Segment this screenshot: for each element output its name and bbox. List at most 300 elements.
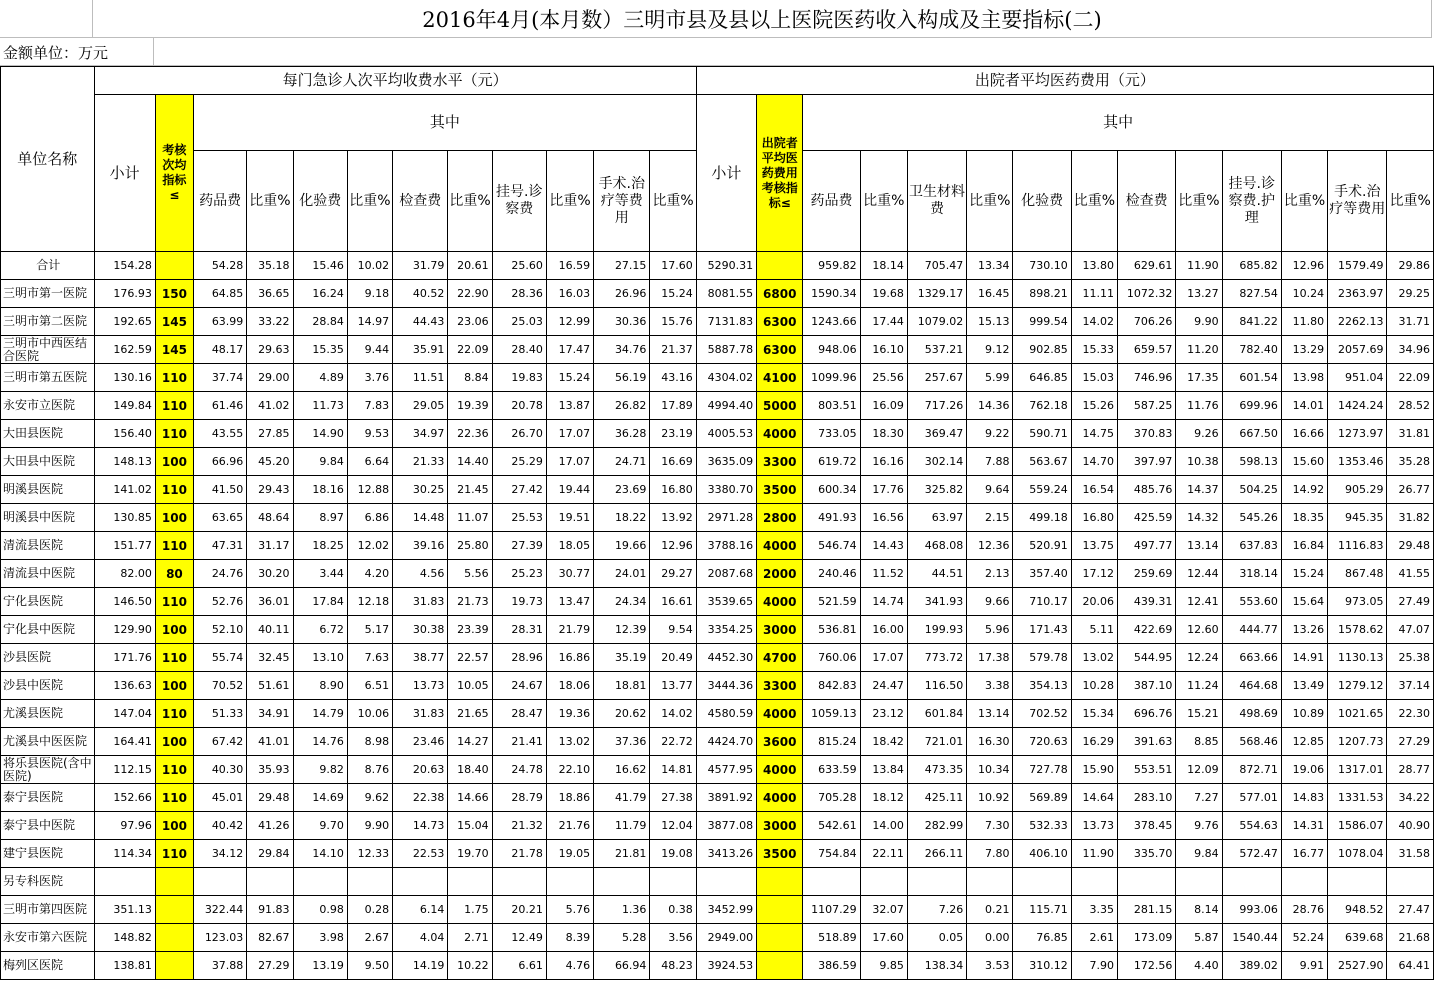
unit-name-cell[interactable]: 永安市立医院	[1, 392, 95, 420]
unit-name-cell[interactable]: 大田县医院	[1, 420, 95, 448]
outpatient-value-cell[interactable]: 9.70	[293, 812, 347, 840]
outpatient-value-cell[interactable]: 19.73	[492, 588, 546, 616]
inpatient-target-cell[interactable]: 2800	[757, 504, 803, 532]
inpatient-value-cell[interactable]: 699.96	[1222, 392, 1281, 420]
outpatient-subtotal-cell[interactable]: 149.84	[94, 392, 155, 420]
inpatient-target-cell[interactable]: 4000	[757, 784, 803, 812]
outpatient-subtotal-cell[interactable]: 176.93	[94, 280, 155, 308]
inpatient-value-cell[interactable]: 14.91	[1281, 644, 1327, 672]
inpatient-value-cell[interactable]: 600.34	[803, 476, 860, 504]
inpatient-subtotal-cell[interactable]: 4452.30	[696, 644, 756, 672]
outpatient-value-cell[interactable]: 13.10	[293, 644, 347, 672]
outpatient-value-cell[interactable]: 52.76	[194, 588, 247, 616]
outpatient-value-cell[interactable]: 16.62	[594, 756, 650, 784]
inpatient-value-cell[interactable]: 1207.73	[1328, 728, 1387, 756]
outpatient-value-cell[interactable]: 41.26	[247, 812, 293, 840]
unit-name-cell[interactable]: 三明市第四医院	[1, 896, 95, 924]
inpatient-value-cell[interactable]: 842.83	[803, 672, 860, 700]
outpatient-value-cell[interactable]: 6.51	[347, 672, 392, 700]
outpatient-value-cell[interactable]: 9.53	[347, 420, 392, 448]
inpatient-value-cell[interactable]	[1222, 868, 1281, 896]
outpatient-value-cell[interactable]: 18.86	[546, 784, 593, 812]
inpatient-value-cell[interactable]: 28.52	[1387, 392, 1434, 420]
inpatient-value-cell[interactable]: 1329.17	[907, 280, 966, 308]
inpatient-subtotal-cell[interactable]: 2971.28	[696, 504, 756, 532]
outpatient-value-cell[interactable]: 48.23	[650, 952, 696, 980]
outpatient-subtotal-cell[interactable]: 146.50	[94, 588, 155, 616]
outpatient-value-cell[interactable]	[594, 868, 650, 896]
inpatient-value-cell[interactable]: 20.06	[1071, 588, 1117, 616]
outpatient-value-cell[interactable]	[448, 868, 492, 896]
inpatient-value-cell[interactable]: 945.35	[1328, 504, 1387, 532]
outpatient-subtotal-cell[interactable]: 164.41	[94, 728, 155, 756]
outpatient-subtotal-cell[interactable]: 156.40	[94, 420, 155, 448]
inpatient-value-cell[interactable]: 0.05	[907, 924, 966, 952]
inpatient-subtotal-cell[interactable]: 5290.31	[696, 252, 756, 280]
outpatient-value-cell[interactable]: 23.69	[594, 476, 650, 504]
inpatient-value-cell[interactable]: 497.77	[1118, 532, 1176, 560]
inpatient-target-cell[interactable]: 6300	[757, 308, 803, 336]
outpatient-value-cell[interactable]: 12.33	[347, 840, 392, 868]
inpatient-value-cell[interactable]: 15.60	[1281, 448, 1327, 476]
inpatient-value-cell[interactable]: 11.24	[1176, 672, 1222, 700]
outpatient-value-cell[interactable]: 19.44	[546, 476, 593, 504]
outpatient-value-cell[interactable]: 3.76	[347, 364, 392, 392]
outpatient-value-cell[interactable]: 35.19	[594, 644, 650, 672]
outpatient-value-cell[interactable]: 30.36	[594, 308, 650, 336]
outpatient-value-cell[interactable]: 8.39	[546, 924, 593, 952]
inpatient-value-cell[interactable]: 702.52	[1013, 700, 1071, 728]
title-left-cell[interactable]	[0, 0, 93, 38]
unit-name-cell[interactable]: 大田县中医院	[1, 448, 95, 476]
inpatient-value-cell[interactable]: 5.99	[967, 364, 1013, 392]
outpatient-target-cell[interactable]: 110	[155, 840, 193, 868]
outpatient-value-cell[interactable]: 22.38	[393, 784, 448, 812]
unit-name-cell[interactable]: 清流县医院	[1, 532, 95, 560]
inpatient-value-cell[interactable]: 696.76	[1118, 700, 1176, 728]
inpatient-value-cell[interactable]: 34.96	[1387, 336, 1434, 364]
outpatient-value-cell[interactable]: 27.38	[650, 784, 696, 812]
outpatient-value-cell[interactable]: 1.36	[594, 896, 650, 924]
inpatient-value-cell[interactable]	[1281, 868, 1327, 896]
unit-name-cell[interactable]: 合计	[1, 252, 95, 280]
inpatient-value-cell[interactable]: 25.38	[1387, 644, 1434, 672]
inpatient-value-cell[interactable]: 803.51	[803, 392, 860, 420]
unit-name-cell[interactable]: 将乐县医院(含中医院)	[1, 756, 95, 784]
outpatient-value-cell[interactable]: 44.43	[393, 308, 448, 336]
inpatient-value-cell[interactable]: 762.18	[1013, 392, 1071, 420]
inpatient-value-cell[interactable]: 16.54	[1071, 476, 1117, 504]
outpatient-value-cell[interactable]: 27.85	[247, 420, 293, 448]
inpatient-value-cell[interactable]: 5.87	[1176, 924, 1222, 952]
inpatient-value-cell[interactable]: 422.69	[1118, 616, 1176, 644]
inpatient-subtotal-cell[interactable]: 4577.95	[696, 756, 756, 784]
outpatient-value-cell[interactable]: 20.49	[650, 644, 696, 672]
inpatient-value-cell[interactable]: 13.29	[1281, 336, 1327, 364]
outpatient-subtotal-cell[interactable]: 148.82	[94, 924, 155, 952]
inpatient-value-cell[interactable]: 717.26	[907, 392, 966, 420]
inpatient-value-cell[interactable]: 14.43	[860, 532, 907, 560]
inpatient-value-cell[interactable]: 8.14	[1176, 896, 1222, 924]
inpatient-value-cell[interactable]: 29.86	[1387, 252, 1434, 280]
inpatient-subtotal-cell[interactable]: 3877.08	[696, 812, 756, 840]
inpatient-value-cell[interactable]: 13.26	[1281, 616, 1327, 644]
inpatient-value-cell[interactable]: 9.90	[1176, 308, 1222, 336]
inpatient-value-cell[interactable]: 14.70	[1071, 448, 1117, 476]
unit-name-cell[interactable]: 三明市第五医院	[1, 364, 95, 392]
outpatient-value-cell[interactable]: 48.64	[247, 504, 293, 532]
outpatient-value-cell[interactable]: 29.05	[393, 392, 448, 420]
outpatient-subtotal-cell[interactable]: 154.28	[94, 252, 155, 280]
unit-name-cell[interactable]: 永安市第六医院	[1, 924, 95, 952]
outpatient-target-cell[interactable]: 100	[155, 812, 193, 840]
outpatient-value-cell[interactable]: 26.96	[594, 280, 650, 308]
inpatient-value-cell[interactable]: 16.66	[1281, 420, 1327, 448]
unit-name-cell[interactable]: 泰宁县中医院	[1, 812, 95, 840]
outpatient-value-cell[interactable]: 14.27	[448, 728, 492, 756]
inpatient-value-cell[interactable]: 545.26	[1222, 504, 1281, 532]
inpatient-value-cell[interactable]: 18.30	[860, 420, 907, 448]
outpatient-value-cell[interactable]: 5.17	[347, 616, 392, 644]
inpatient-value-cell[interactable]: 18.42	[860, 728, 907, 756]
outpatient-value-cell[interactable]: 35.18	[247, 252, 293, 280]
inpatient-value-cell[interactable]: 754.84	[803, 840, 860, 868]
inpatient-value-cell[interactable]	[1387, 868, 1434, 896]
outpatient-value-cell[interactable]: 25.60	[492, 252, 546, 280]
inpatient-value-cell[interactable]: 16.09	[860, 392, 907, 420]
inpatient-value-cell[interactable]: 7.30	[967, 812, 1013, 840]
outpatient-value-cell[interactable]: 20.78	[492, 392, 546, 420]
outpatient-value-cell[interactable]: 30.38	[393, 616, 448, 644]
outpatient-value-cell[interactable]: 29.84	[247, 840, 293, 868]
inpatient-value-cell[interactable]: 733.05	[803, 420, 860, 448]
inpatient-value-cell[interactable]: 1578.62	[1328, 616, 1387, 644]
inpatient-value-cell[interactable]: 171.43	[1013, 616, 1071, 644]
inpatient-value-cell[interactable]: 601.84	[907, 700, 966, 728]
outpatient-value-cell[interactable]: 64.85	[194, 280, 247, 308]
outpatient-value-cell[interactable]: 33.22	[247, 308, 293, 336]
outpatient-value-cell[interactable]: 12.99	[546, 308, 593, 336]
outpatient-value-cell[interactable]: 29.00	[247, 364, 293, 392]
outpatient-value-cell[interactable]: 14.97	[347, 308, 392, 336]
outpatient-target-cell[interactable]: 150	[155, 280, 193, 308]
inpatient-value-cell[interactable]: 973.05	[1328, 588, 1387, 616]
inpatient-value-cell[interactable]: 11.20	[1176, 336, 1222, 364]
outpatient-value-cell[interactable]: 23.06	[448, 308, 492, 336]
inpatient-target-cell[interactable]: 4000	[757, 588, 803, 616]
inpatient-value-cell[interactable]: 1579.49	[1328, 252, 1387, 280]
outpatient-value-cell[interactable]: 8.76	[347, 756, 392, 784]
inpatient-value-cell[interactable]: 13.84	[860, 756, 907, 784]
inpatient-value-cell[interactable]: 572.47	[1222, 840, 1281, 868]
inpatient-value-cell[interactable]: 553.51	[1118, 756, 1176, 784]
outpatient-value-cell[interactable]: 34.91	[247, 700, 293, 728]
inpatient-value-cell[interactable]: 15.64	[1281, 588, 1327, 616]
inpatient-value-cell[interactable]	[803, 868, 860, 896]
outpatient-value-cell[interactable]: 28.96	[492, 644, 546, 672]
outpatient-value-cell[interactable]: 29.63	[247, 336, 293, 364]
inpatient-value-cell[interactable]: 639.68	[1328, 924, 1387, 952]
outpatient-value-cell[interactable]: 30.77	[546, 560, 593, 588]
inpatient-value-cell[interactable]: 9.22	[967, 420, 1013, 448]
outpatient-value-cell[interactable]: 5.28	[594, 924, 650, 952]
inpatient-value-cell[interactable]: 773.72	[907, 644, 966, 672]
inpatient-value-cell[interactable]: 370.83	[1118, 420, 1176, 448]
inpatient-value-cell[interactable]: 10.38	[1176, 448, 1222, 476]
inpatient-target-cell[interactable]: 3300	[757, 672, 803, 700]
outpatient-value-cell[interactable]: 12.96	[650, 532, 696, 560]
outpatient-target-cell[interactable]: 110	[155, 784, 193, 812]
inpatient-value-cell[interactable]: 37.14	[1387, 672, 1434, 700]
inpatient-value-cell[interactable]: 21.68	[1387, 924, 1434, 952]
inpatient-value-cell[interactable]: 76.85	[1013, 924, 1071, 952]
inpatient-value-cell[interactable]: 546.74	[803, 532, 860, 560]
inpatient-value-cell[interactable]: 15.03	[1071, 364, 1117, 392]
outpatient-value-cell[interactable]: 123.03	[194, 924, 247, 952]
outpatient-value-cell[interactable]: 14.90	[293, 420, 347, 448]
inpatient-value-cell[interactable]: 425.11	[907, 784, 966, 812]
outpatient-value-cell[interactable]: 13.92	[650, 504, 696, 532]
outpatient-subtotal-cell[interactable]: 138.81	[94, 952, 155, 980]
outpatient-value-cell[interactable]: 21.79	[546, 616, 593, 644]
inpatient-value-cell[interactable]: 11.76	[1176, 392, 1222, 420]
inpatient-value-cell[interactable]: 23.12	[860, 700, 907, 728]
inpatient-value-cell[interactable]: 1353.46	[1328, 448, 1387, 476]
inpatient-value-cell[interactable]	[1071, 868, 1117, 896]
outpatient-value-cell[interactable]: 16.86	[546, 644, 593, 672]
inpatient-value-cell[interactable]: 1072.32	[1118, 280, 1176, 308]
inpatient-value-cell[interactable]: 25.56	[860, 364, 907, 392]
outpatient-value-cell[interactable]: 20.62	[594, 700, 650, 728]
outpatient-value-cell[interactable]: 31.83	[393, 588, 448, 616]
inpatient-value-cell[interactable]: 537.21	[907, 336, 966, 364]
outpatient-value-cell[interactable]: 13.87	[546, 392, 593, 420]
outpatient-value-cell[interactable]: 8.90	[293, 672, 347, 700]
inpatient-value-cell[interactable]: 1279.12	[1328, 672, 1387, 700]
unit-name-cell[interactable]: 另专科医院	[1, 868, 95, 896]
inpatient-value-cell[interactable]: 13.02	[1071, 644, 1117, 672]
outpatient-value-cell[interactable]: 4.76	[546, 952, 593, 980]
outpatient-value-cell[interactable]: 5.56	[448, 560, 492, 588]
inpatient-value-cell[interactable]: 325.82	[907, 476, 966, 504]
inpatient-value-cell[interactable]: 7.80	[967, 840, 1013, 868]
inpatient-value-cell[interactable]: 34.22	[1387, 784, 1434, 812]
inpatient-value-cell[interactable]: 520.91	[1013, 532, 1071, 560]
inpatient-value-cell[interactable]: 2.61	[1071, 924, 1117, 952]
inpatient-value-cell[interactable]: 601.54	[1222, 364, 1281, 392]
inpatient-value-cell[interactable]: 391.63	[1118, 728, 1176, 756]
inpatient-value-cell[interactable]: 18.14	[860, 252, 907, 280]
outpatient-value-cell[interactable]: 2.67	[347, 924, 392, 952]
outpatient-value-cell[interactable]: 82.67	[247, 924, 293, 952]
outpatient-target-cell[interactable]: 110	[155, 644, 193, 672]
inpatient-subtotal-cell[interactable]: 3354.25	[696, 616, 756, 644]
inpatient-value-cell[interactable]: 760.06	[803, 644, 860, 672]
outpatient-value-cell[interactable]: 34.97	[393, 420, 448, 448]
inpatient-value-cell[interactable]: 15.26	[1071, 392, 1117, 420]
outpatient-value-cell[interactable]: 14.10	[293, 840, 347, 868]
outpatient-subtotal-cell[interactable]: 148.13	[94, 448, 155, 476]
outpatient-value-cell[interactable]: 56.19	[594, 364, 650, 392]
inpatient-subtotal-cell[interactable]: 7131.83	[696, 308, 756, 336]
inpatient-value-cell[interactable]: 13.98	[1281, 364, 1327, 392]
outpatient-value-cell[interactable]: 66.96	[194, 448, 247, 476]
outpatient-value-cell[interactable]: 20.21	[492, 896, 546, 924]
outpatient-value-cell[interactable]: 15.04	[448, 812, 492, 840]
outpatient-value-cell[interactable]: 18.06	[546, 672, 593, 700]
outpatient-subtotal-cell[interactable]: 136.63	[94, 672, 155, 700]
outpatient-value-cell[interactable]: 51.33	[194, 700, 247, 728]
inpatient-value-cell[interactable]: 2262.13	[1328, 308, 1387, 336]
inpatient-value-cell[interactable]: 12.60	[1176, 616, 1222, 644]
inpatient-target-cell[interactable]: 4000	[757, 700, 803, 728]
outpatient-value-cell[interactable]: 22.10	[546, 756, 593, 784]
outpatient-value-cell[interactable]: 34.12	[194, 840, 247, 868]
inpatient-subtotal-cell[interactable]: 4424.70	[696, 728, 756, 756]
outpatient-value-cell[interactable]: 63.65	[194, 504, 247, 532]
inpatient-value-cell[interactable]: 12.24	[1176, 644, 1222, 672]
outpatient-value-cell[interactable]: 21.32	[492, 812, 546, 840]
inpatient-value-cell[interactable]: 283.10	[1118, 784, 1176, 812]
outpatient-subtotal-cell[interactable]: 162.59	[94, 336, 155, 364]
outpatient-value-cell[interactable]: 41.02	[247, 392, 293, 420]
inpatient-value-cell[interactable]: 4.40	[1176, 952, 1222, 980]
outpatient-value-cell[interactable]: 20.61	[448, 252, 492, 280]
outpatient-value-cell[interactable]: 9.62	[347, 784, 392, 812]
unit-name-cell[interactable]: 明溪县医院	[1, 476, 95, 504]
inpatient-target-cell[interactable]: 3300	[757, 448, 803, 476]
inpatient-value-cell[interactable]: 1116.83	[1328, 532, 1387, 560]
outpatient-value-cell[interactable]: 12.39	[594, 616, 650, 644]
outpatient-value-cell[interactable]: 21.73	[448, 588, 492, 616]
outpatient-value-cell[interactable]: 22.57	[448, 644, 492, 672]
outpatient-value-cell[interactable]: 41.50	[194, 476, 247, 504]
outpatient-value-cell[interactable]: 4.56	[393, 560, 448, 588]
outpatient-value-cell[interactable]: 24.01	[594, 560, 650, 588]
inpatient-value-cell[interactable]: 553.60	[1222, 588, 1281, 616]
inpatient-value-cell[interactable]: 17.38	[967, 644, 1013, 672]
inpatient-value-cell[interactable]: 12.44	[1176, 560, 1222, 588]
inpatient-value-cell[interactable]: 10.92	[967, 784, 1013, 812]
inpatient-value-cell[interactable]: 498.69	[1222, 700, 1281, 728]
outpatient-value-cell[interactable]: 22.72	[650, 728, 696, 756]
inpatient-value-cell[interactable]: 9.26	[1176, 420, 1222, 448]
outpatient-value-cell[interactable]: 10.22	[448, 952, 492, 980]
unit-name-cell[interactable]: 宁化县医院	[1, 588, 95, 616]
inpatient-value-cell[interactable]: 387.10	[1118, 672, 1176, 700]
outpatient-value-cell[interactable]: 67.42	[194, 728, 247, 756]
inpatient-value-cell[interactable]: 815.24	[803, 728, 860, 756]
outpatient-value-cell[interactable]: 9.50	[347, 952, 392, 980]
outpatient-value-cell[interactable]: 12.18	[347, 588, 392, 616]
inpatient-value-cell[interactable]: 16.84	[1281, 532, 1327, 560]
inpatient-value-cell[interactable]: 1078.04	[1328, 840, 1387, 868]
inpatient-value-cell[interactable]: 318.14	[1222, 560, 1281, 588]
inpatient-value-cell[interactable]: 31.81	[1387, 420, 1434, 448]
inpatient-value-cell[interactable]: 15.13	[967, 308, 1013, 336]
outpatient-target-cell[interactable]: 145	[155, 336, 193, 364]
inpatient-value-cell[interactable]: 116.50	[907, 672, 966, 700]
inpatient-value-cell[interactable]: 27.29	[1387, 728, 1434, 756]
outpatient-target-cell[interactable]: 110	[155, 532, 193, 560]
outpatient-subtotal-cell[interactable]: 141.02	[94, 476, 155, 504]
outpatient-value-cell[interactable]: 27.42	[492, 476, 546, 504]
inpatient-value-cell[interactable]: 1590.34	[803, 280, 860, 308]
inpatient-value-cell[interactable]: 32.07	[860, 896, 907, 924]
inpatient-value-cell[interactable]: 11.90	[1071, 840, 1117, 868]
inpatient-value-cell[interactable]: 15.34	[1071, 700, 1117, 728]
outpatient-value-cell[interactable]: 31.83	[393, 700, 448, 728]
inpatient-value-cell[interactable]	[860, 868, 907, 896]
outpatient-value-cell[interactable]: 14.48	[393, 504, 448, 532]
outpatient-value-cell[interactable]: 11.51	[393, 364, 448, 392]
outpatient-value-cell[interactable]: 28.79	[492, 784, 546, 812]
inpatient-value-cell[interactable]: 31.71	[1387, 308, 1434, 336]
inpatient-value-cell[interactable]: 386.59	[803, 952, 860, 980]
outpatient-value-cell[interactable]: 40.52	[393, 280, 448, 308]
inpatient-value-cell[interactable]: 590.71	[1013, 420, 1071, 448]
outpatient-value-cell[interactable]: 4.20	[347, 560, 392, 588]
outpatient-value-cell[interactable]: 28.40	[492, 336, 546, 364]
outpatient-value-cell[interactable]: 36.01	[247, 588, 293, 616]
inpatient-value-cell[interactable]: 827.54	[1222, 280, 1281, 308]
inpatient-value-cell[interactable]: 2527.90	[1328, 952, 1387, 980]
inpatient-value-cell[interactable]: 16.10	[860, 336, 907, 364]
unit-name-cell[interactable]: 三明市第一医院	[1, 280, 95, 308]
inpatient-value-cell[interactable]: 16.45	[967, 280, 1013, 308]
outpatient-value-cell[interactable]: 45.20	[247, 448, 293, 476]
outpatient-value-cell[interactable]: 9.54	[650, 616, 696, 644]
outpatient-value-cell[interactable]: 9.84	[293, 448, 347, 476]
outpatient-value-cell[interactable]: 14.66	[448, 784, 492, 812]
inpatient-value-cell[interactable]: 397.97	[1118, 448, 1176, 476]
inpatient-value-cell[interactable]: 259.69	[1118, 560, 1176, 588]
inpatient-value-cell[interactable]: 706.26	[1118, 308, 1176, 336]
outpatient-value-cell[interactable]: 30.25	[393, 476, 448, 504]
inpatient-value-cell[interactable]: 115.71	[1013, 896, 1071, 924]
outpatient-value-cell[interactable]: 6.61	[492, 952, 546, 980]
outpatient-value-cell[interactable]: 19.36	[546, 700, 593, 728]
inpatient-value-cell[interactable]	[907, 868, 966, 896]
outpatient-value-cell[interactable]: 14.79	[293, 700, 347, 728]
outpatient-value-cell[interactable]: 38.77	[393, 644, 448, 672]
inpatient-value-cell[interactable]: 7.90	[1071, 952, 1117, 980]
outpatient-target-cell[interactable]: 145	[155, 308, 193, 336]
inpatient-value-cell[interactable]: 16.30	[967, 728, 1013, 756]
inpatient-value-cell[interactable]: 9.84	[1176, 840, 1222, 868]
unit-name-cell[interactable]: 梅列区医院	[1, 952, 95, 980]
outpatient-value-cell[interactable]	[247, 868, 293, 896]
unit-name-cell[interactable]: 尤溪县医院	[1, 700, 95, 728]
inpatient-value-cell[interactable]: 7.26	[907, 896, 966, 924]
outpatient-value-cell[interactable]: 14.76	[293, 728, 347, 756]
inpatient-value-cell[interactable]	[1013, 868, 1071, 896]
inpatient-subtotal-cell[interactable]: 4580.59	[696, 700, 756, 728]
outpatient-value-cell[interactable]: 17.07	[546, 420, 593, 448]
outpatient-value-cell[interactable]: 43.55	[194, 420, 247, 448]
outpatient-target-cell[interactable]: 110	[155, 364, 193, 392]
inpatient-value-cell[interactable]: 993.06	[1222, 896, 1281, 924]
inpatient-value-cell[interactable]: 13.73	[1071, 812, 1117, 840]
outpatient-value-cell[interactable]: 55.74	[194, 644, 247, 672]
inpatient-value-cell[interactable]: 544.95	[1118, 644, 1176, 672]
outpatient-value-cell[interactable]: 5.76	[546, 896, 593, 924]
inpatient-value-cell[interactable]: 12.09	[1176, 756, 1222, 784]
outpatient-value-cell[interactable]: 19.08	[650, 840, 696, 868]
inpatient-target-cell[interactable]	[757, 924, 803, 952]
inpatient-value-cell[interactable]: 685.82	[1222, 252, 1281, 280]
outpatient-value-cell[interactable]: 322.44	[194, 896, 247, 924]
